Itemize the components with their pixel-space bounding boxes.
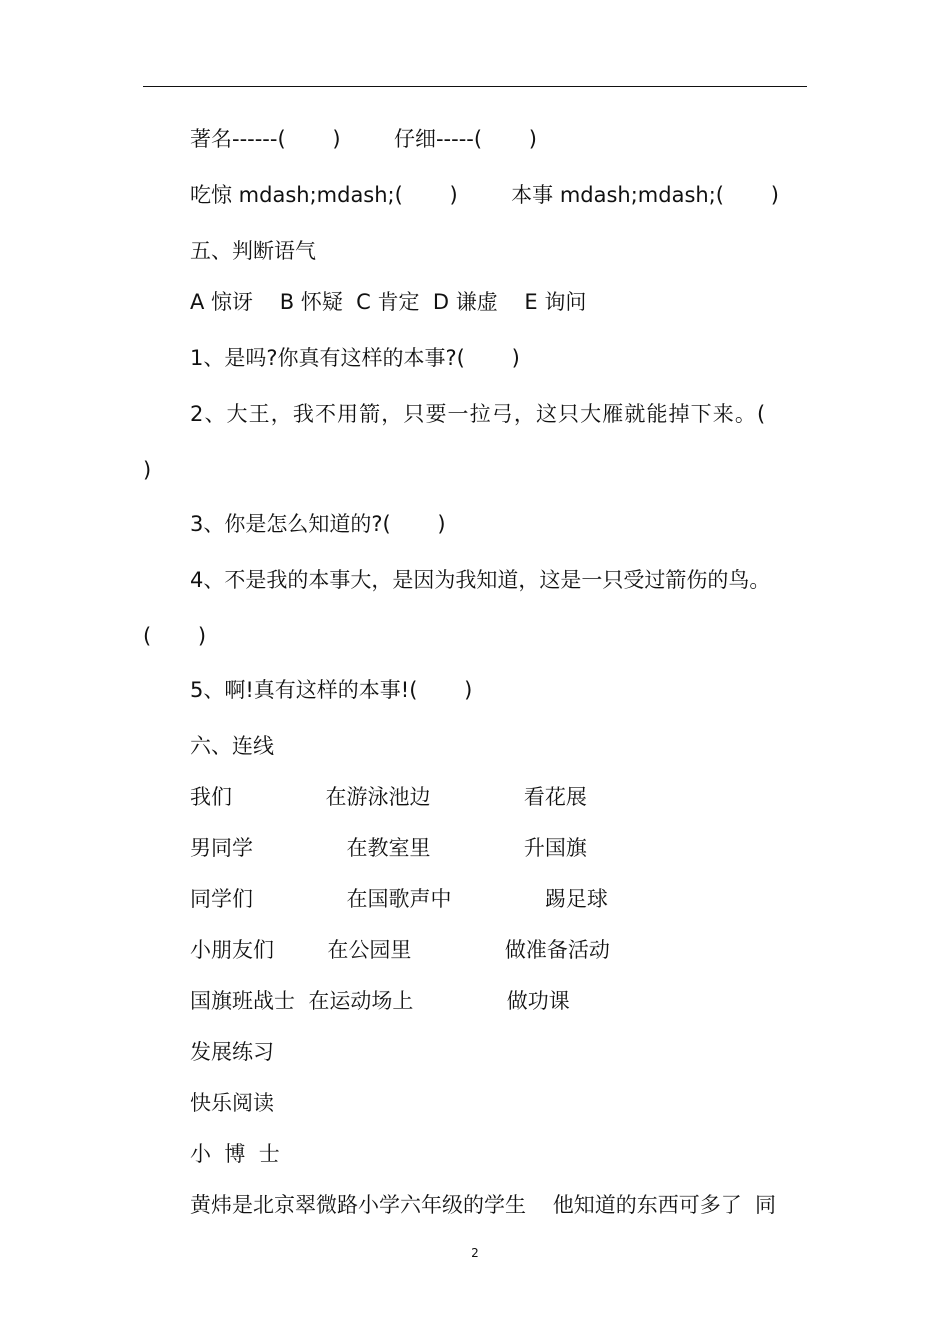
question-line: 2、大王，我不用箭，只要一拉弓，这只大雁就能掉下来。( — [190, 402, 767, 426]
section-heading: 六、连线 — [190, 734, 274, 758]
matching-row: 我们 在游泳池边 看花展 — [190, 785, 587, 809]
page-number: 2 — [471, 1246, 479, 1260]
question-line: 3、你是怎么知道的?( ) — [190, 512, 446, 536]
question-line: 1、是吗?你真有这样的本事?( ) — [190, 346, 520, 370]
header-rule — [143, 86, 807, 87]
section-heading: 小 博 士 — [190, 1142, 280, 1166]
question-line: 5、啊!真有这样的本事!( ) — [190, 678, 473, 702]
text-line: A 惊讶 B 怀疑 C 肯定 D 谦虚 E 询问 — [190, 290, 587, 314]
question-line-continued: ) — [143, 458, 152, 482]
section-heading: 发展练习 — [190, 1040, 274, 1064]
section-heading: 五、判断语气 — [190, 239, 316, 263]
text-line: 黄炜是北京翠微路小学六年级的学生 他知道的东西可多了 同 — [190, 1193, 777, 1217]
matching-row: 国旗班战士 在运动场上 做功课 — [190, 989, 570, 1013]
text-line: 吃惊 mdash;mdash;( ) 本事 mdash;mdash;( ) — [190, 183, 779, 207]
question-line: 4、不是我的本事大，是因为我知道，这是一只受过箭伤的鸟。 — [190, 568, 771, 592]
matching-row: 同学们 在国歌声中 踢足球 — [190, 887, 608, 911]
text-line: 著名------( ) 仔细-----( ) — [190, 127, 537, 151]
matching-row: 小朋友们 在公园里 做准备活动 — [190, 938, 610, 962]
matching-row: 男同学 在教室里 升国旗 — [190, 836, 587, 860]
question-line-continued: ( ) — [143, 624, 207, 648]
section-heading: 快乐阅读 — [190, 1091, 274, 1115]
